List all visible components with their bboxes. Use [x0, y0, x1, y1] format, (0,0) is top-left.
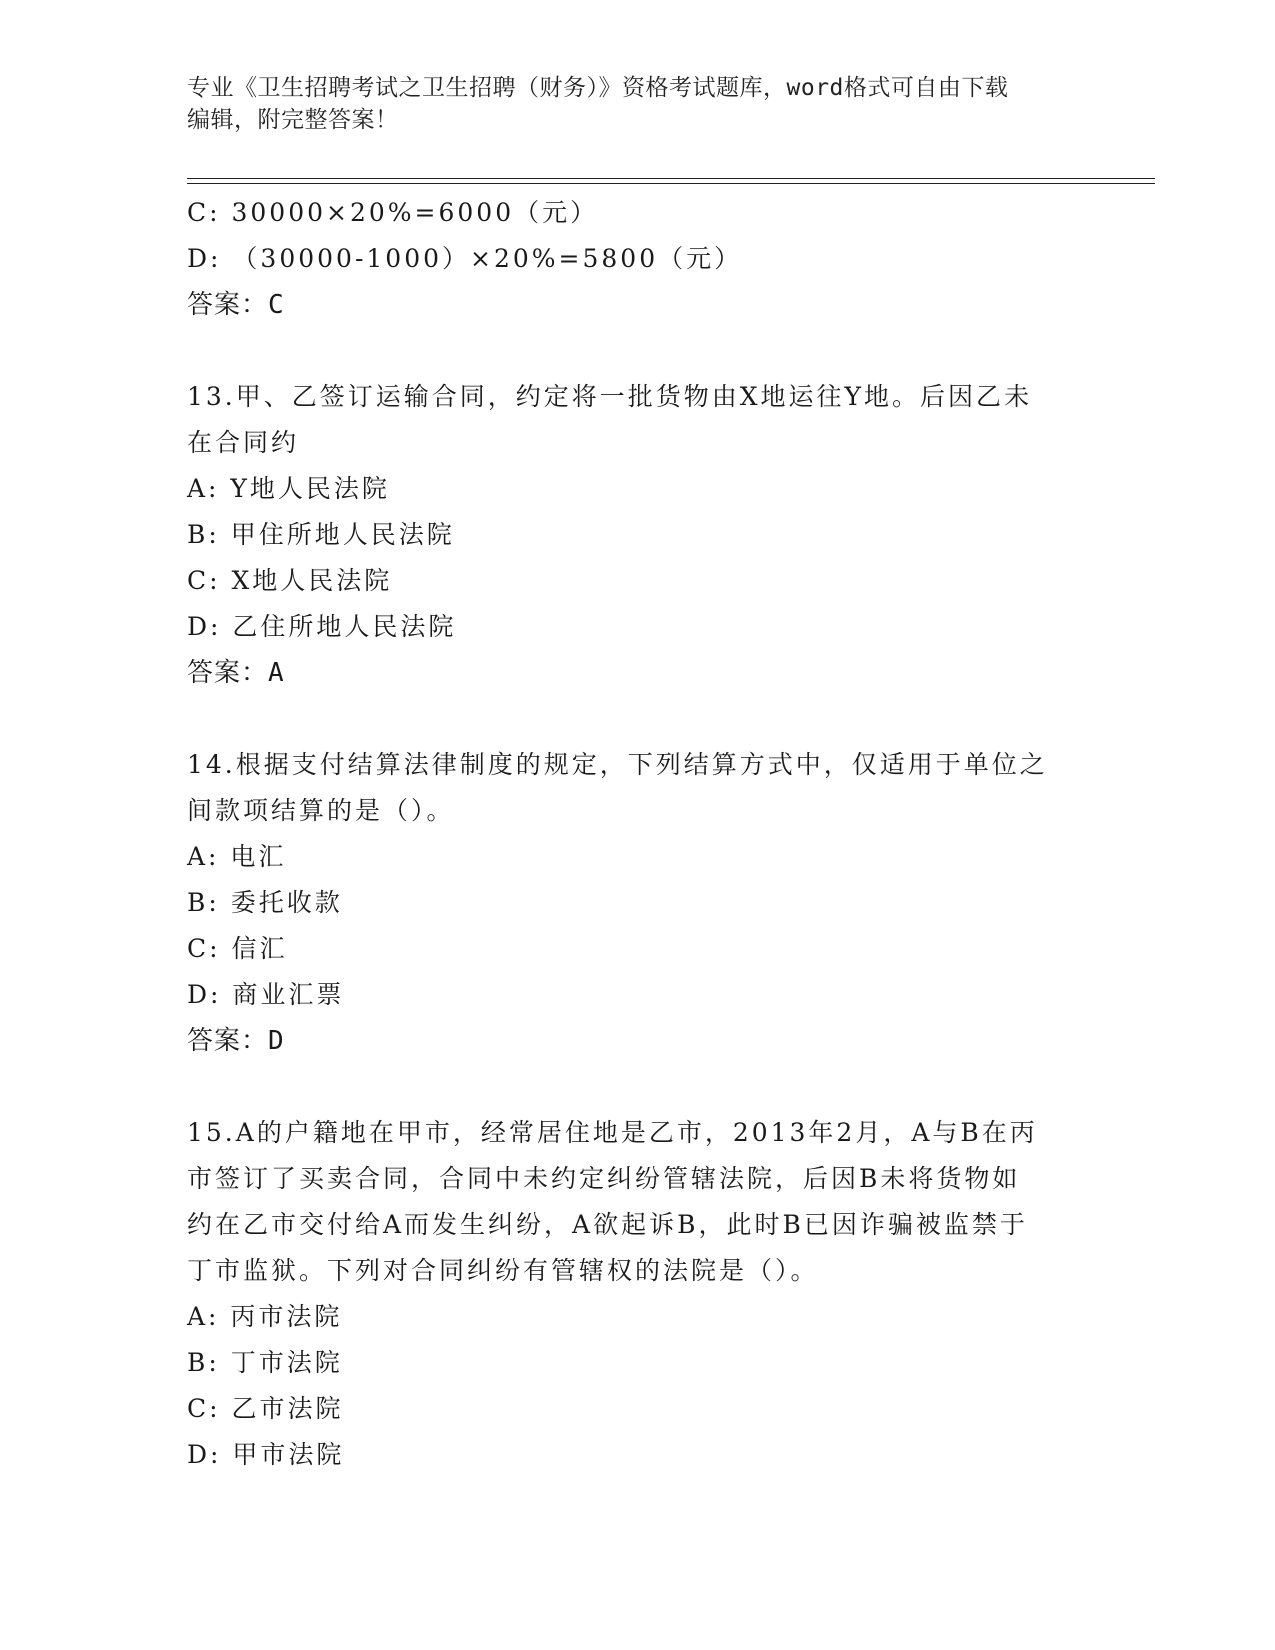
option-d: D: 商业汇票 [187, 980, 345, 1009]
question-13 [187, 374, 1087, 696]
question-stem-line: 间款项结算的是（）。 [187, 796, 455, 825]
option-d: D: （30000-1000）×20%=5800（元） [187, 244, 743, 273]
option-a: A: 电汇 [187, 842, 287, 871]
header-divider-top [187, 178, 1155, 179]
header-divider-bottom [187, 183, 1155, 184]
spacer [187, 328, 1087, 374]
prev-question-tail [187, 190, 1087, 328]
option-a: A: Y地人民法院 [187, 474, 390, 503]
question-15 [187, 1110, 1087, 1478]
question-stem-line: 13.甲、乙签订运输合同，约定将一批货物由X地运往Y地。后因乙未 [187, 382, 1033, 411]
option-c: C: 乙市法院 [187, 1394, 344, 1423]
question-stem-line: 14.根据支付结算法律制度的规定，下列结算方式中，仅适用于单位之 [187, 750, 1048, 779]
option-c: C: 30000×20%=6000（元） [187, 198, 599, 227]
option-b: B: 丁市法院 [187, 1348, 343, 1377]
answer-line: 答案：D [187, 1026, 285, 1056]
document-header [187, 72, 1067, 136]
spacer [187, 696, 1087, 742]
document-body [187, 190, 1087, 1478]
question-stem-line: 丁市监狱。下列对合同纠纷有管辖权的法院是（）。 [187, 1256, 819, 1285]
option-c: C: X地人民法院 [187, 566, 393, 595]
question-stem-line: 15.A的户籍地在甲市，经常居住地是乙市，2013年2月，A与B在丙 [187, 1118, 1038, 1147]
spacer [187, 1064, 1087, 1110]
question-14 [187, 742, 1087, 1064]
header-line-1: 专业《卫生招聘考试之卫生招聘（财务）》资格考试题库，word格式可自由下载 [187, 75, 1009, 101]
option-d: D: 乙住所地人民法院 [187, 612, 457, 641]
question-stem-line: 约在乙市交付给A而发生纠纷，A欲起诉B，此时B已因诈骗被监禁于 [187, 1210, 1028, 1239]
option-d: D: 甲市法院 [187, 1440, 345, 1469]
header-line-2: 编辑，附完整答案！ [187, 107, 399, 133]
option-b: B: 甲住所地人民法院 [187, 520, 455, 549]
question-stem-line: 在合同约 [187, 428, 300, 457]
option-c: C: 信汇 [187, 934, 288, 963]
question-stem-line: 市签订了买卖合同，合同中未约定纠纷管辖法院，后因B未将货物如 [187, 1164, 1021, 1193]
answer-line: 答案：C [187, 290, 285, 320]
option-a: A: 丙市法院 [187, 1302, 343, 1331]
option-b: B: 委托收款 [187, 888, 343, 917]
answer-line: 答案：A [187, 658, 285, 688]
